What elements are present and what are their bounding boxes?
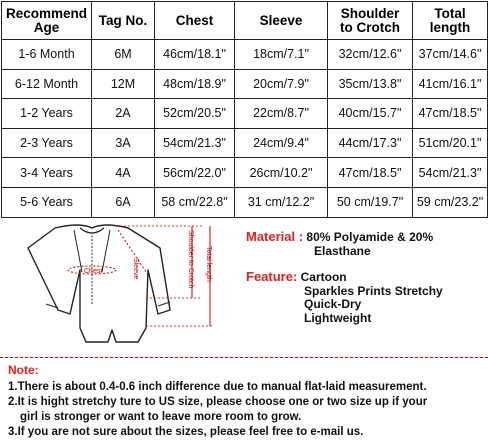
table-cell: 1-6 Month [2, 40, 92, 70]
table-row [2, 128, 488, 158]
product-specs [246, 230, 486, 325]
column-header: Tag No. [92, 2, 155, 40]
note-item-2-cont: girl is stronger or want to leave more room to grow. [20, 411, 302, 423]
column-header: Recommend Age [2, 2, 92, 40]
notes-title: Note: [8, 363, 39, 377]
material-line [246, 230, 486, 245]
table-cell: 24cm/9.4" [235, 128, 328, 158]
table-cell: 47cm/18.5" [328, 158, 413, 188]
table-cell: 2-3 Years [2, 128, 92, 158]
feature-block [246, 270, 486, 325]
table-cell: 22cm/8.7" [235, 99, 328, 129]
feature-label: Feature: [246, 269, 298, 284]
table-cell: 50 cm/19.7" [328, 187, 413, 217]
table-row [2, 158, 488, 188]
material-label: Material : [246, 229, 304, 244]
table-cell: 2A [92, 99, 155, 129]
table-row [2, 187, 488, 217]
table-cell: 4A [92, 158, 155, 188]
feature-value-2: Quick-Dry [304, 297, 362, 311]
note-item-3: 3.If you are not sure about the sizes, please feel free to e-mail us. [8, 426, 364, 438]
table-cell: 12M [92, 69, 155, 99]
size-chart-header-row [2, 2, 488, 40]
romper-outline [28, 225, 170, 342]
table-cell: 51cm/20.1" [413, 128, 488, 158]
feature-value-3: Lightweight [304, 310, 372, 325]
total-length-label: Total length [205, 246, 212, 282]
table-cell: 3A [92, 128, 155, 158]
column-header: Sleeve [235, 2, 328, 40]
note-item-2: 2.It is hight stretchy ture to US size, please choose one or two size up if your [8, 396, 428, 408]
notes-section [8, 363, 486, 440]
table-cell: 6A [92, 187, 155, 217]
table-cell: 3-4 Years [2, 158, 92, 188]
table-cell: 32cm/12.6" [328, 40, 413, 70]
garment-diagram [6, 218, 234, 354]
table-cell: 46cm/18.1" [155, 40, 235, 70]
table-row [2, 69, 488, 99]
size-chart-table [1, 1, 488, 218]
table-cell: 44cm/17.3" [328, 128, 413, 158]
table-cell: 54cm/21.3" [413, 158, 488, 188]
table-cell: 52cm/20.5" [155, 99, 235, 129]
table-cell: 56cm/22.0" [155, 158, 235, 188]
section-divider [0, 357, 488, 358]
table-cell: 6M [92, 40, 155, 70]
note-item-1: 1.There is about 0.4-0.6 inch difference due to manual flat-laid measurement. [8, 381, 427, 393]
table-cell: 59 cm/23.2" [413, 187, 488, 217]
romper-measurement-illustration [6, 218, 234, 354]
table-cell: 5-6 Years [2, 187, 92, 217]
table-cell: 54cm/21.3" [155, 128, 235, 158]
feature-line [246, 270, 486, 285]
chest-label: Chest [84, 268, 103, 275]
table-cell: 48cm/18.9" [155, 69, 235, 99]
size-chart-body [2, 40, 488, 218]
table-cell: 37cm/14.6" [413, 40, 488, 70]
table-cell: 26cm/10.2" [235, 158, 328, 188]
material-value-cont: Elasthane [314, 243, 371, 258]
table-cell: 47cm/18.5" [413, 99, 488, 129]
feature-value-1: Sparkles Prints Stretchy [304, 283, 443, 298]
column-header: Shoulder to Crotch [328, 2, 413, 40]
table-cell: 20cm/7.9" [235, 69, 328, 99]
table-cell: 35cm/13.8" [328, 69, 413, 99]
sleeve-label: Sleeve [132, 258, 139, 280]
table-cell: 6-12 Month [2, 69, 92, 99]
shoulder-crotch-label: Shoulder to Crotch [187, 230, 194, 289]
table-row [2, 40, 488, 70]
table-cell: 41cm/16.1" [413, 69, 488, 99]
feature-value-0: Cartoon [300, 270, 347, 284]
table-cell: 1-2 Years [2, 99, 92, 129]
table-cell: 18cm/7.1" [235, 40, 328, 70]
column-header: Total length [413, 2, 488, 40]
table-cell: 31 cm/12.2" [235, 187, 328, 217]
material-value: 80% Polyamide & 20% [306, 230, 434, 244]
column-header: Chest [155, 2, 235, 40]
table-cell: 40cm/15.7" [328, 99, 413, 129]
table-cell: 58 cm/22.8" [155, 187, 235, 217]
table-row [2, 99, 488, 129]
